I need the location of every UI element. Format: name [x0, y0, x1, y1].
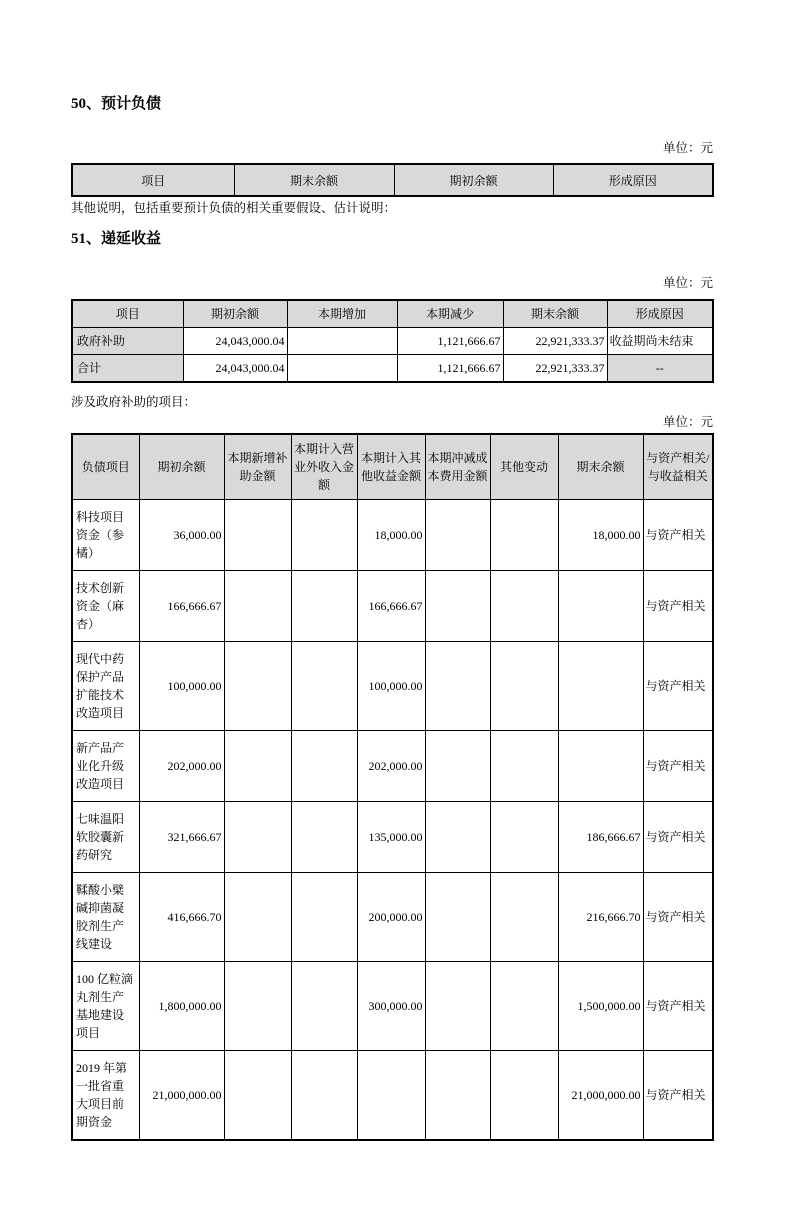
row-label-cell: 合计	[72, 355, 183, 383]
value-cell: 18,000.00	[357, 500, 425, 571]
value-cell	[224, 802, 291, 873]
other-explanation-note: 其他说明，包括重要预计负债的相关重要假设、估计说明：	[71, 201, 397, 215]
value-cell: 21,000,000.00	[139, 1051, 224, 1141]
value-cell	[287, 328, 397, 355]
value-cell	[425, 500, 490, 571]
column-header: 本期新增补助金额	[224, 434, 291, 500]
column-header: 期末余额	[234, 164, 394, 196]
column-header: 形成原因	[553, 164, 713, 196]
column-header: 期初余额	[139, 434, 224, 500]
column-header: 期末余额	[558, 434, 643, 500]
table-row	[72, 1051, 713, 1141]
government-subsidy-detail-table	[71, 433, 714, 1141]
value-cell	[224, 962, 291, 1051]
column-header: 其他变动	[490, 434, 558, 500]
table-row	[72, 962, 713, 1051]
value-cell: 与资产相关	[643, 873, 713, 962]
value-cell	[558, 642, 643, 731]
value-cell	[490, 1051, 558, 1141]
value-cell	[425, 873, 490, 962]
value-cell	[490, 731, 558, 802]
value-cell: 与资产相关	[643, 1051, 713, 1141]
value-cell	[490, 500, 558, 571]
value-cell: 200,000.00	[357, 873, 425, 962]
value-cell	[425, 1051, 490, 1141]
table-row	[72, 731, 713, 802]
value-cell	[224, 500, 291, 571]
value-cell	[291, 962, 357, 1051]
header-row	[72, 164, 713, 196]
value-cell: 21,000,000.00	[558, 1051, 643, 1141]
column-header: 本期增加	[287, 300, 397, 328]
value-cell: 300,000.00	[357, 962, 425, 1051]
value-cell	[425, 731, 490, 802]
row-label-cell: 现代中药保护产品扩能技术改造项目	[72, 642, 139, 731]
value-cell: 100,000.00	[357, 642, 425, 731]
column-header: 本期计入营业外收入金额	[291, 434, 357, 500]
estimated-liabilities-table	[71, 163, 714, 197]
table-row	[72, 642, 713, 731]
value-cell: 100,000.00	[139, 642, 224, 731]
value-cell	[291, 873, 357, 962]
value-cell: --	[607, 355, 713, 383]
value-cell	[490, 802, 558, 873]
value-cell: 1,121,666.67	[397, 355, 503, 383]
value-cell: 与资产相关	[643, 642, 713, 731]
table-row	[72, 355, 713, 383]
unit-label: 单位：元	[662, 415, 713, 429]
value-cell	[224, 642, 291, 731]
value-cell: 与资产相关	[643, 571, 713, 642]
value-cell	[357, 1051, 425, 1141]
value-cell: 18,000.00	[558, 500, 643, 571]
table-row	[72, 802, 713, 873]
value-cell	[490, 873, 558, 962]
row-label-cell: 七味温阳软胶囊新药研究	[72, 802, 139, 873]
value-cell: 321,666.67	[139, 802, 224, 873]
value-cell: 22,921,333.37	[503, 355, 607, 383]
value-cell: 与资产相关	[643, 962, 713, 1051]
value-cell: 1,500,000.00	[558, 962, 643, 1051]
value-cell	[490, 571, 558, 642]
value-cell: 22,921,333.37	[503, 328, 607, 355]
row-label-cell: 鞣酸小檗碱抑菌凝胶剂生产线建设	[72, 873, 139, 962]
unit-label: 单位：元	[662, 276, 713, 290]
column-header: 项目	[72, 164, 234, 196]
value-cell: 416,666.70	[139, 873, 224, 962]
row-label-cell: 2019 年第一批省重大项目前期资金	[72, 1051, 139, 1141]
value-cell	[291, 802, 357, 873]
value-cell: 与资产相关	[643, 500, 713, 571]
column-header: 本期冲减成本费用金额	[425, 434, 490, 500]
value-cell: 135,000.00	[357, 802, 425, 873]
value-cell	[291, 1051, 357, 1141]
value-cell: 1,121,666.67	[397, 328, 503, 355]
value-cell	[291, 500, 357, 571]
value-cell: 与资产相关	[643, 731, 713, 802]
value-cell	[425, 962, 490, 1051]
value-cell: 186,666.67	[558, 802, 643, 873]
value-cell: 24,043,000.04	[183, 355, 287, 383]
column-header: 项目	[72, 300, 183, 328]
value-cell: 166,666.67	[357, 571, 425, 642]
value-cell	[490, 642, 558, 731]
column-header: 与资产相关/与收益相关	[643, 434, 713, 500]
value-cell	[558, 731, 643, 802]
row-label-cell: 技术创新资金（麻杏）	[72, 571, 139, 642]
value-cell	[425, 642, 490, 731]
unit-label: 单位：元	[662, 141, 713, 155]
value-cell	[224, 873, 291, 962]
column-header: 期初余额	[183, 300, 287, 328]
table-row	[72, 571, 713, 642]
column-header: 期末余额	[503, 300, 607, 328]
column-header: 本期减少	[397, 300, 503, 328]
value-cell: 216,666.70	[558, 873, 643, 962]
column-header: 本期计入其他收益金额	[357, 434, 425, 500]
header-row	[72, 434, 713, 500]
value-cell	[287, 355, 397, 383]
value-cell: 202,000.00	[139, 731, 224, 802]
report-page	[0, 96, 793, 1141]
column-header: 形成原因	[607, 300, 713, 328]
value-cell: 收益期尚未结束	[607, 328, 713, 355]
value-cell	[224, 731, 291, 802]
table-row	[72, 328, 713, 355]
value-cell: 与资产相关	[643, 802, 713, 873]
row-label-cell: 科技项目资金（参橘）	[72, 500, 139, 571]
value-cell: 202,000.00	[357, 731, 425, 802]
value-cell	[291, 731, 357, 802]
column-header: 期初余额	[394, 164, 553, 196]
section-50-heading: 50、预计负债	[71, 96, 162, 112]
value-cell: 1,800,000.00	[139, 962, 224, 1051]
section-51-heading: 51、递延收益	[71, 231, 162, 247]
value-cell: 166,666.67	[139, 571, 224, 642]
row-label-cell: 新产品产业化升级改造项目	[72, 731, 139, 802]
value-cell	[291, 571, 357, 642]
value-cell	[558, 571, 643, 642]
value-cell: 36,000.00	[139, 500, 224, 571]
value-cell	[425, 571, 490, 642]
header-row	[72, 300, 713, 328]
value-cell	[291, 642, 357, 731]
table-row	[72, 500, 713, 571]
government-subsidy-note: 涉及政府补助的项目：	[71, 395, 197, 409]
value-cell	[224, 571, 291, 642]
deferred-income-summary-table	[71, 299, 714, 383]
value-cell	[490, 962, 558, 1051]
value-cell	[425, 802, 490, 873]
value-cell	[224, 1051, 291, 1141]
value-cell: 24,043,000.04	[183, 328, 287, 355]
row-label-cell: 政府补助	[72, 328, 183, 355]
column-header: 负债项目	[72, 434, 139, 500]
row-label-cell: 100 亿粒滴丸剂生产基地建设项目	[72, 962, 139, 1051]
table-row	[72, 873, 713, 962]
